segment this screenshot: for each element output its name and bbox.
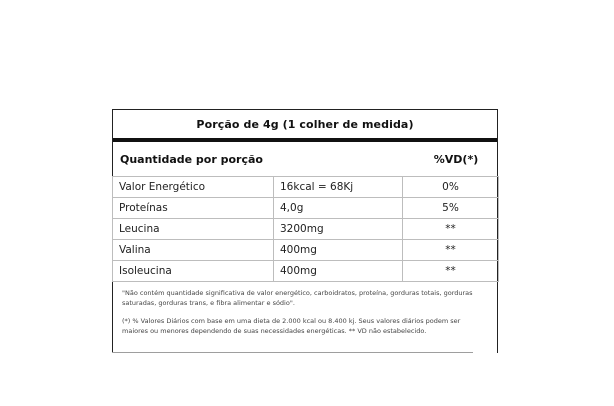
nutrient-vd: **: [403, 261, 499, 282]
nutrition-facts-panel: [112, 109, 498, 353]
nutrient-amount: 16kcal = 68Kj: [274, 177, 403, 198]
nutrient-name: Leucina: [113, 219, 274, 240]
nutrient-name: Isoleucina: [113, 261, 274, 282]
vd-header: %VD(*): [433, 152, 479, 166]
nutrient-amount: 4,0g: [274, 198, 403, 219]
quantity-header: Quantidade por porção: [120, 152, 263, 166]
nutrient-vd: **: [403, 219, 499, 240]
nutrition-table: [112, 176, 499, 282]
nutrient-name: Valina: [113, 240, 274, 261]
nutrient-amount: 400mg: [274, 240, 403, 261]
bottom-divider: [112, 352, 473, 353]
table-row: [113, 177, 499, 198]
nutrient-amount: 400mg: [274, 261, 403, 282]
table-row: [113, 240, 499, 261]
table-row: [113, 198, 499, 219]
nutrient-vd: 5%: [403, 198, 499, 219]
footnote-not-significant: "Não contém quantidade significativa de valor energético, carboidratos, proteína, gorduras totais, gorduras saturadas, gorduras trans, e fibra alimentar e sódio".: [122, 289, 473, 307]
nutrient-name: Proteínas: [113, 198, 274, 219]
footnotes: [113, 282, 497, 336]
nutrient-amount: 3200mg: [274, 219, 403, 240]
serving-size: Porção de 4g (1 colher de medida): [196, 117, 414, 131]
nutrient-vd: 0%: [403, 177, 499, 198]
nutrient-vd: **: [403, 240, 499, 261]
table-row: [113, 219, 499, 240]
table-header: [113, 142, 497, 176]
footnote-daily-values: (*) % Valores Diários com base em uma dieta de 2.000 kcal ou 8.400 kj. Seus valores diários podem ser maiores ou menores dependendo de suas necessidades energéticas. ** VD não estabelecido.: [122, 317, 461, 335]
table-row: [113, 261, 499, 282]
nutrient-name: Valor Energético: [113, 177, 274, 198]
